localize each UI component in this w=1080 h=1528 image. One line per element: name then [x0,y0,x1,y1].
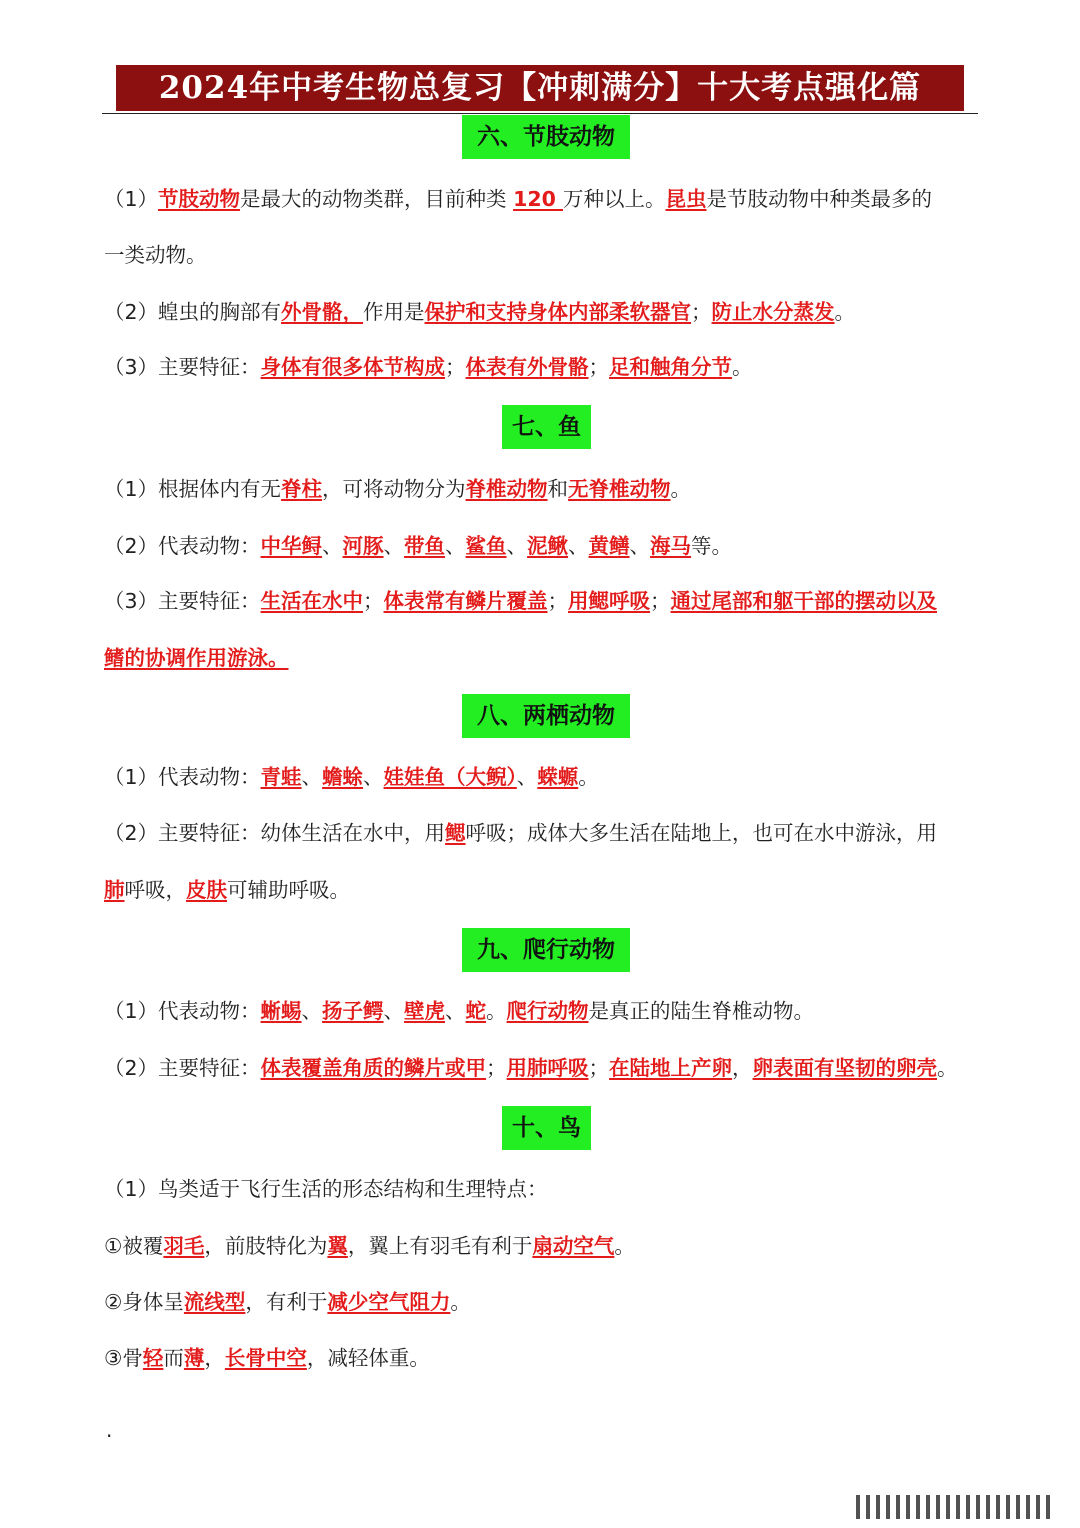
text-segment: 可辅助呼吸。 [227,878,350,902]
text-segment: （2）主要特征： [104,1056,261,1080]
text-line [104,762,599,792]
section-heading: 七、鱼 [502,405,591,449]
key-term: 轻 [142,1346,164,1370]
text-segment: ； [486,1056,507,1080]
text-segment: ， [204,1346,225,1370]
text-segment: 、 [506,534,528,558]
text-line [104,1287,471,1317]
text-segment: 。 [732,355,753,379]
text-segment: 是节肢动物中种类最多的 [706,187,932,211]
key-term: 皮肤 [186,878,227,902]
text-segment: 作用是 [363,300,425,324]
text-segment: ，前肢特化为 [204,1234,328,1258]
text-segment: 、 [629,534,651,558]
key-term: 脊柱 [281,477,323,501]
text-line [104,1343,430,1373]
key-term: 长骨中空 [224,1346,307,1370]
text-segment: 。 [834,300,856,324]
key-term: 蜥蜴 [260,999,302,1023]
text-segment: 、 [383,534,405,558]
key-term: 保护和支持身体内部柔软器官 [424,300,692,324]
watermark-bar [856,1495,1056,1519]
text-segment: 。 [450,1290,471,1314]
key-term: 用肺呼吸 [506,1056,589,1080]
text-line [104,184,932,214]
key-term: 羽毛 [163,1234,205,1258]
text-segment: 。 [670,477,692,501]
text-segment: 。 [578,765,599,789]
text-segment: ，可将动物分为 [322,477,466,501]
text-segment: （3）主要特征： [104,355,261,379]
text-segment: （1）根据体内有无 [104,477,282,501]
text-segment: 呼吸；成体大多生活在陆地上，也可在水中游泳，用 [465,821,938,845]
text-segment: ； [588,355,610,379]
text-segment: （1） [104,187,159,211]
text-segment: 、 [516,765,538,789]
key-term: 扇动空气 [532,1234,615,1258]
key-term: 翼 [327,1234,348,1258]
key-term: 蝾螈 [537,765,579,789]
text-segment: ①被覆 [104,1234,164,1258]
key-term: 海马 [650,534,692,558]
text-segment: 、 [363,765,384,789]
text-segment: ③骨 [104,1346,143,1370]
key-term: 薄 [183,1346,205,1370]
text-segment: 呼吸， [124,878,186,902]
text-segment: ； [445,355,466,379]
text-segment: 一类动物。 [104,243,207,267]
key-term: 娃娃鱼（大鲵） [383,765,517,789]
text-line [104,240,207,270]
text-segment: （2）主要特征：幼体生活在水中，用 [104,821,446,845]
text-segment: ， [732,1056,753,1080]
text-segment: ； [363,589,384,613]
text-segment: ，有利于 [245,1290,328,1314]
text-segment: ，翼上有羽毛有利于 [347,1234,533,1258]
document-title: 2024年中考生物总复习【冲刺满分】十大考点强化篇 [116,65,964,111]
text-segment: 。 [486,999,507,1023]
text-segment: 、 [383,999,405,1023]
key-term: 生活在水中 [260,589,364,613]
key-term: 泥鳅 [527,534,569,558]
key-term: 青蛙 [260,765,302,789]
key-term: 中华鲟 [260,534,323,558]
text-segment: （1）代表动物： [104,765,261,789]
key-term: 鲨鱼 [465,534,507,558]
key-term: 用鳃呼吸 [568,589,651,613]
key-term: 通过尾部和躯干部的摆动以及 [670,589,938,613]
section-heading: 八、两栖动物 [462,694,630,738]
key-term: 防止水分蒸发 [711,300,835,324]
text-line [104,352,753,382]
key-term: 蟾蜍 [322,765,364,789]
key-term: 120 [513,187,563,211]
key-term: 在陆地上产卵 [609,1056,733,1080]
key-term: 蛇 [465,999,487,1023]
text-line [104,586,937,616]
key-term: 河豚 [342,534,384,558]
key-term: 黄鳝 [588,534,630,558]
key-term: 扬子鳄 [322,999,384,1023]
key-term: 体表有外骨骼 [465,355,589,379]
key-term: 足和触角分节 [609,355,733,379]
key-term: 减少空气阻力 [327,1290,451,1314]
text-segment: 、 [301,765,323,789]
section-heading: 十、鸟 [502,1106,591,1150]
text-segment: 。 [937,1056,958,1080]
key-term: 爬行动物 [506,999,589,1023]
key-term: 无脊椎动物 [568,477,671,501]
text-segment: ； [691,300,712,324]
key-term: 脊椎动物 [465,477,548,501]
text-segment: ； [588,1056,610,1080]
trailing-mark: . [106,1418,113,1442]
text-segment: 是真正的陆生脊椎动物。 [588,999,815,1023]
text-segment: ②身体呈 [104,1290,184,1314]
title-divider [102,113,978,114]
text-line [104,818,937,848]
text-segment: 是最大的动物类群，目前种类 [240,187,514,211]
text-segment: （1）代表动物： [104,999,261,1023]
text-segment: 、 [445,534,466,558]
text-segment: 万种以上。 [563,187,666,211]
text-segment: ，减轻体重。 [306,1346,430,1370]
key-term: 体表覆盖角质的鳞片或甲 [260,1056,487,1080]
text-segment: （3）主要特征： [104,589,261,613]
text-segment: ； [650,589,671,613]
text-line [104,875,350,905]
text-segment: 而 [163,1346,184,1370]
key-term: 卵表面有坚韧的卵壳 [752,1056,938,1080]
text-line [104,474,691,504]
text-line [104,643,289,673]
text-segment: 等。 [691,534,733,558]
text-segment: 、 [568,534,589,558]
text-segment: 、 [322,534,343,558]
key-term: 体表常有鳞片覆盖 [383,589,548,613]
text-line [104,531,732,561]
text-segment: ； [547,589,569,613]
key-term: 带鱼 [404,534,446,558]
section-heading: 九、爬行动物 [462,928,630,972]
key-term: 鳃 [445,821,466,845]
key-term: 节肢动物 [158,187,241,211]
key-term: 昆虫 [665,187,707,211]
key-term: 流线型 [183,1290,246,1314]
text-line [104,1231,635,1261]
text-line [104,1174,548,1204]
text-segment: 、 [445,999,466,1023]
text-segment: 和 [547,477,569,501]
key-term: 壁虎 [404,999,446,1023]
text-segment: （1）鸟类适于飞行生活的形态结构和生理特点： [104,1177,548,1201]
text-line [104,1053,958,1083]
key-term: 肺 [104,878,125,902]
key-term: 身体有很多体节构成 [260,355,446,379]
key-term: 外骨骼， [281,300,364,324]
text-segment: 。 [614,1234,635,1258]
text-line [104,297,855,327]
text-segment: 、 [301,999,323,1023]
text-segment: （2）代表动物： [104,534,261,558]
text-segment: （2）蝗虫的胸部有 [104,300,282,324]
section-heading: 六、节肢动物 [462,115,630,159]
key-term: 鳍的协调作用游泳。 [104,646,289,670]
text-line [104,996,814,1026]
